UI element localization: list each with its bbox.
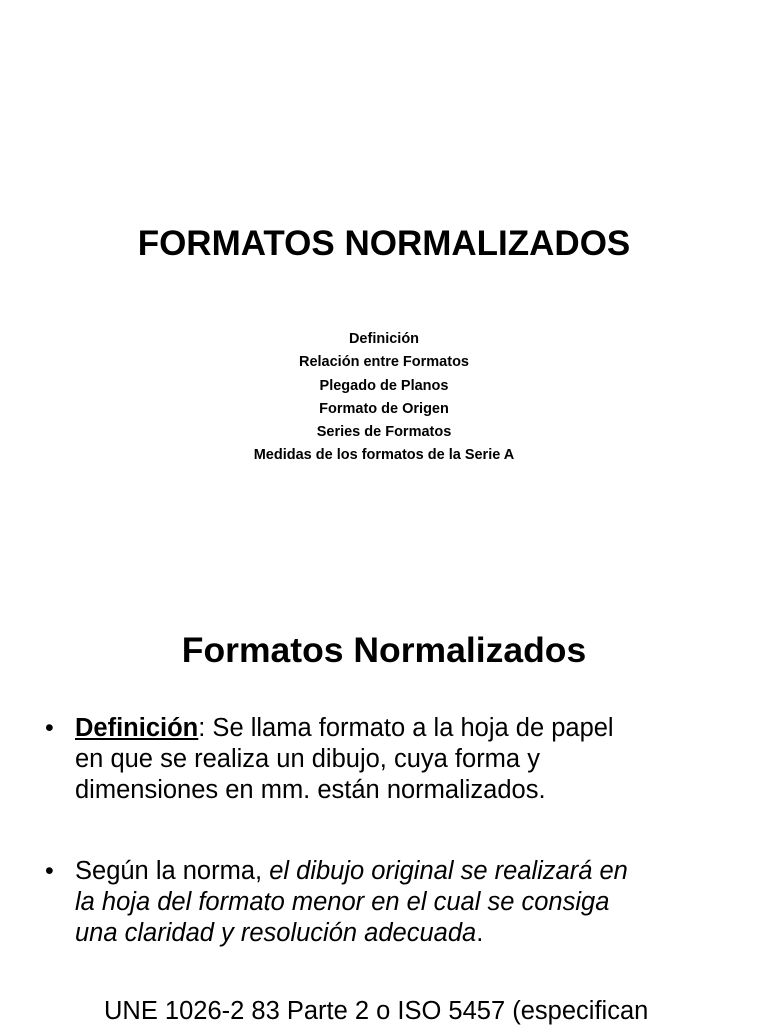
topic-medidas-serie-a: Medidas de los formatos de la Serie A [253,447,515,464]
bullet-marker: • [45,714,54,742]
norma-italic-line3: una claridad y resolución adecuada [75,919,477,947]
slide2-title: Formatos Normalizados [181,630,587,670]
definicion-line1: : Se llama formato a la hoja de papel [198,714,614,742]
norma-lead: Según la norma, [75,857,270,885]
topic-plegado-planos: Plegado de Planos [319,377,449,394]
norma-end: . [476,919,484,947]
definicion-term: Definición [75,714,199,742]
slide1-title: FORMATOS NORMALIZADOS [137,224,631,263]
bullet-marker: • [45,857,54,885]
bullet-definicion-text [75,713,745,806]
topic-definicion: Definición [348,331,420,347]
topic-series-formatos: Series de Formatos [316,424,452,441]
topics-list [0,328,768,468]
norma-italic-line1: el dibujo original se realizará en [269,857,628,885]
definicion-line3: dimensiones en mm. están normalizados. [75,776,546,804]
topic-formato-origen: Formato de Origen [319,400,449,417]
norma-italic-line2: la hoja del formato menor en el cual se consiga [75,888,610,916]
partial-standard-line: UNE 1026-2 83 Parte 2 o ISO 5457 (especifican [104,997,649,1025]
topic-relacion-formatos: Relación entre Formatos [298,354,469,371]
definicion-line2: en que se realiza un dibujo, cuya forma y [75,745,540,773]
bullet-norma-text [75,856,745,949]
